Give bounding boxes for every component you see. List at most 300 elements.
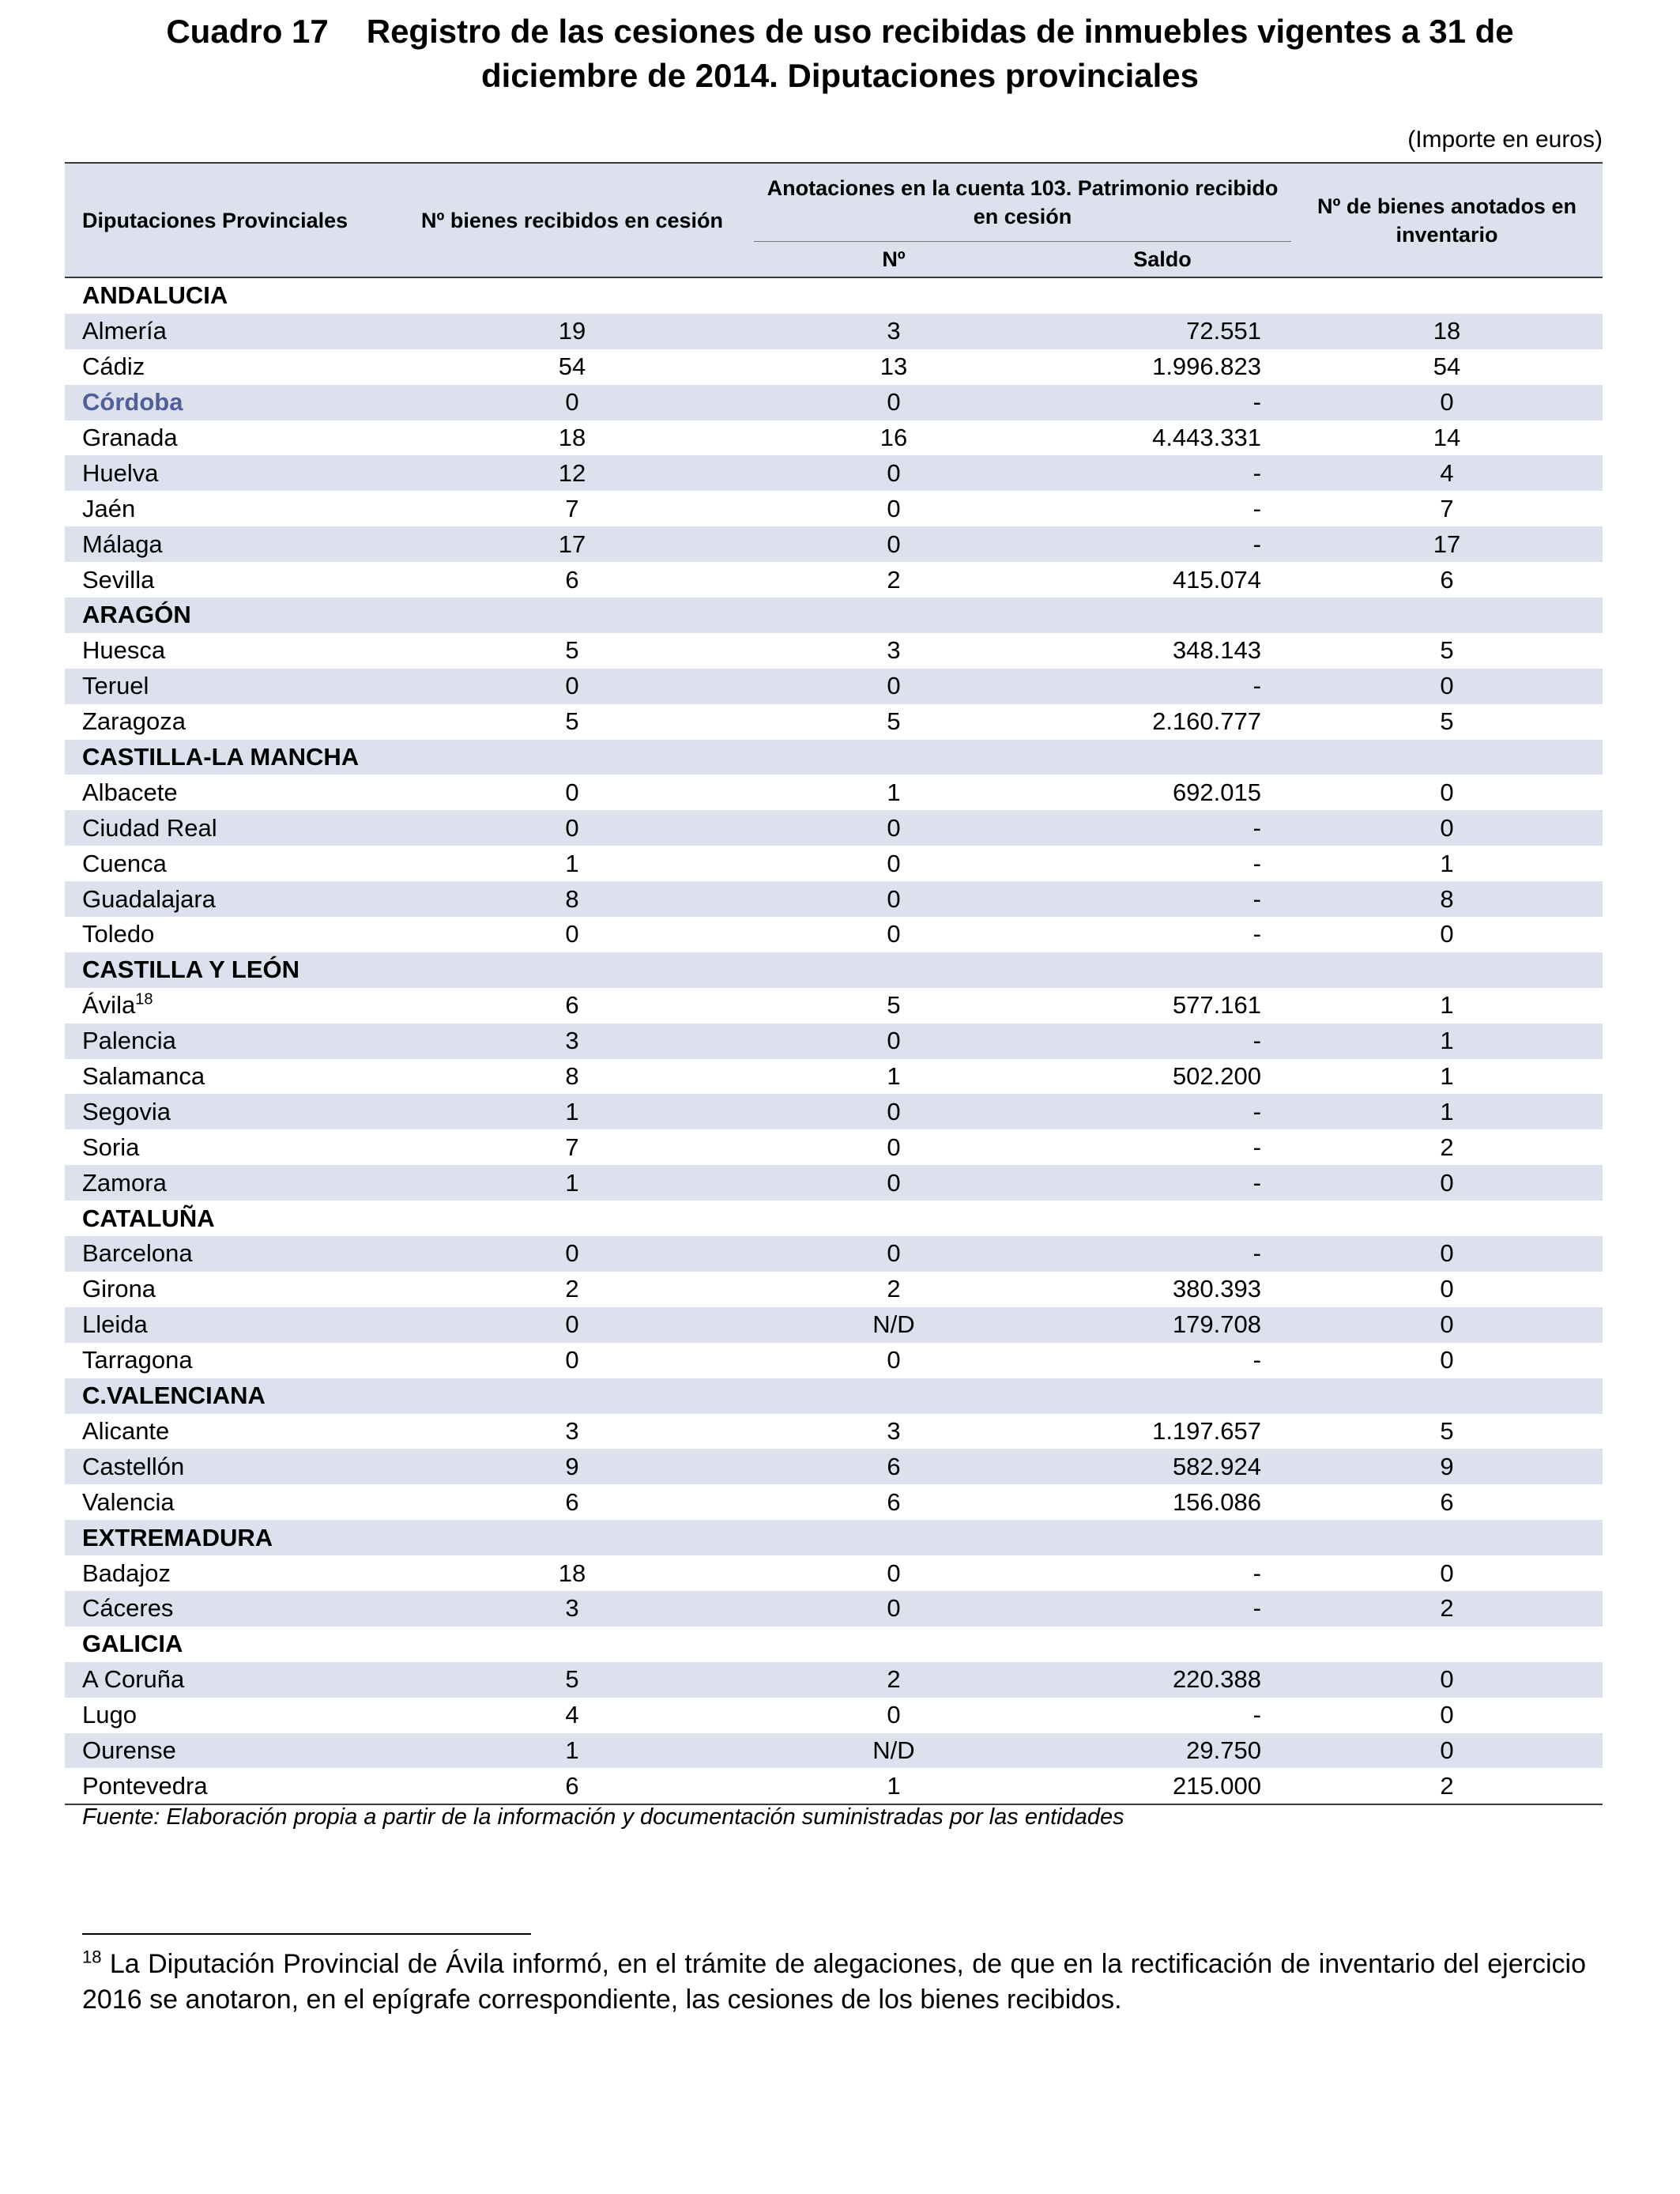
- saldo-cell: -: [1252, 1346, 1261, 1374]
- province-cell: [65, 775, 390, 810]
- anotaciones-num-cell: 0: [887, 1701, 901, 1729]
- province-cell: [65, 1165, 390, 1201]
- inventario-cell: 0: [1291, 669, 1603, 704]
- province-name: Almería: [82, 317, 167, 345]
- province-name: Segovia: [82, 1097, 171, 1125]
- table-row: [65, 1768, 1603, 1804]
- anotaciones-num-cell: 0: [754, 1023, 1034, 1059]
- empty-cell: [390, 598, 754, 633]
- empty-cell: [1291, 598, 1603, 633]
- recibidos-cell: 2: [565, 1275, 579, 1303]
- province-name: Ávila: [82, 991, 136, 1020]
- table-row: [65, 1343, 1603, 1378]
- empty-cell: [1291, 740, 1603, 775]
- inventario-cell: 0: [1440, 1559, 1454, 1587]
- recibidos-cell: 0: [565, 1346, 579, 1374]
- empty-cell: [1034, 1201, 1291, 1236]
- table-row: [65, 1307, 1603, 1343]
- table-header: [65, 163, 1603, 277]
- province-name: Palencia: [82, 1027, 176, 1055]
- anotaciones-num-cell: 0: [754, 810, 1034, 846]
- province-cell: [65, 562, 390, 598]
- footnote-divider: [82, 1933, 531, 1935]
- table-row: [65, 1236, 1603, 1272]
- table-row: [65, 1023, 1603, 1059]
- recibidos-cell: 1: [390, 1165, 754, 1201]
- empty-cell: [1291, 1378, 1603, 1414]
- empty-cell: [390, 1378, 754, 1414]
- region-name: CASTILLA-LA MANCHA: [65, 740, 390, 775]
- table-row: [65, 988, 1603, 1023]
- recibidos-cell: 18: [558, 424, 586, 451]
- region-name: CATALUÑA: [82, 1204, 215, 1232]
- anotaciones-num-cell: 0: [887, 1133, 901, 1161]
- province-name: Jaén: [82, 494, 136, 522]
- table-row: [65, 349, 1603, 385]
- province-cell: [65, 704, 390, 740]
- saldo-cell: 1.996.823: [1152, 352, 1261, 381]
- title-line-2: diciembre de 2014. Diputaciones provinciales: [480, 57, 1200, 94]
- saldo-cell: -: [1034, 1591, 1291, 1627]
- inventario-cell: 0: [1291, 1307, 1603, 1343]
- anotaciones-num-cell: 0: [887, 849, 901, 877]
- empty-cell: [390, 740, 754, 775]
- table-row: [65, 881, 1603, 917]
- saldo-cell: 156.086: [1172, 1487, 1261, 1516]
- table-row: [65, 633, 1603, 669]
- region-row: [65, 740, 1603, 775]
- saldo-cell: 582.924: [1034, 1449, 1291, 1484]
- saldo-cell: 415.074: [1172, 565, 1261, 594]
- province-cell: [65, 1059, 390, 1095]
- anotaciones-num-cell: 0: [887, 494, 901, 522]
- anotaciones-num-cell: 3: [887, 1416, 901, 1445]
- empty-cell: [390, 277, 754, 314]
- empty-cell: [754, 277, 1034, 314]
- region-name: GALICIA: [82, 1630, 183, 1658]
- saldo-cell: -: [1252, 1133, 1261, 1161]
- province-name: Tarragona: [82, 1346, 193, 1374]
- anotaciones-num-cell: 0: [754, 455, 1034, 491]
- province-name: Valencia: [82, 1487, 175, 1516]
- province-name: Ciudad Real: [82, 813, 217, 842]
- province-cell: [65, 917, 390, 952]
- province-name: Pontevedra: [82, 1771, 208, 1800]
- region-name: CASTILLA Y LEÓN: [65, 952, 390, 988]
- table-row: [65, 917, 1603, 952]
- province-cell: [65, 1698, 390, 1733]
- province-name: Badajoz: [82, 1559, 171, 1587]
- saldo-cell: -: [1252, 494, 1261, 522]
- inventario-cell: 1: [1440, 849, 1454, 877]
- recibidos-cell: 6: [565, 991, 579, 1020]
- anotaciones-num-cell: N/D: [754, 1307, 1034, 1343]
- anotaciones-num-cell: 0: [754, 881, 1034, 917]
- inventario-cell: 2: [1291, 1591, 1603, 1627]
- inventario-cell: 5: [1440, 1416, 1454, 1445]
- region-row: [65, 598, 1603, 633]
- anotaciones-num-cell: N/D: [754, 1733, 1034, 1769]
- recibidos-cell: 0: [390, 1307, 754, 1343]
- province-cell: [65, 1414, 390, 1449]
- recibidos-cell: 1: [390, 1094, 754, 1129]
- inventario-cell: 5: [1440, 636, 1454, 665]
- province-name: Albacete: [82, 778, 178, 806]
- province-cell: [65, 1484, 390, 1520]
- source-note: Fuente: Elaboración propia a partir de la información y documentación suministradas por las entidades: [82, 1804, 1124, 1830]
- saldo-cell: -: [1034, 1165, 1291, 1201]
- title-line-1: Registro de las cesiones de uso recibidas de inmuebles vigentes a 31 de: [366, 13, 1514, 50]
- region-name: EXTREMADURA: [65, 1520, 390, 1555]
- province-name: Málaga: [82, 530, 163, 558]
- table-row: [65, 1272, 1603, 1307]
- anotaciones-num-cell: 0: [754, 1591, 1034, 1627]
- anotaciones-num-cell: 0: [754, 1236, 1034, 1272]
- saldo-cell: -: [1252, 1701, 1261, 1729]
- table-row: [65, 385, 1603, 420]
- province-name: Lugo: [82, 1701, 137, 1729]
- region-row: [65, 1201, 1603, 1236]
- inventario-cell: 14: [1433, 424, 1461, 451]
- province-name: Huesca: [82, 636, 166, 665]
- table-title: [79, 9, 1601, 98]
- province-name: A Coruña: [82, 1665, 185, 1694]
- saldo-cell: 692.015: [1172, 778, 1261, 806]
- table-row: [65, 669, 1603, 704]
- saldo-cell: -: [1034, 1236, 1291, 1272]
- province-cell: [65, 420, 390, 456]
- table-row: [65, 846, 1603, 881]
- recibidos-cell: 18: [558, 1559, 586, 1587]
- saldo-cell: -: [1252, 920, 1261, 948]
- inventario-cell: 1: [1440, 991, 1454, 1020]
- saldo-cell: 72.551: [1034, 314, 1291, 349]
- province-cell: [65, 1449, 390, 1484]
- anotaciones-num-cell: 0: [887, 920, 901, 948]
- anotaciones-num-cell: 3: [754, 314, 1034, 349]
- anotaciones-num-cell: 0: [754, 669, 1034, 704]
- anotaciones-num-cell: 2: [887, 565, 901, 594]
- recibidos-cell: 54: [558, 352, 586, 381]
- empty-cell: [1034, 598, 1291, 633]
- province-cell: [65, 1662, 390, 1698]
- anotaciones-num-cell: 0: [754, 526, 1034, 562]
- recibidos-cell: 9: [390, 1449, 754, 1484]
- region-name: ANDALUCIA: [82, 281, 228, 310]
- province-name: Cuenca: [82, 849, 167, 877]
- anotaciones-num-cell: 1: [887, 1062, 901, 1091]
- anotaciones-num-cell: 1: [754, 1768, 1034, 1804]
- saldo-cell: 348.143: [1172, 636, 1261, 665]
- saldo-cell: 29.750: [1034, 1733, 1291, 1769]
- footnote-ref: 18: [135, 990, 153, 1008]
- empty-cell: [1291, 277, 1603, 314]
- anotaciones-num-cell: 6: [887, 1487, 901, 1516]
- recibidos-cell: 12: [390, 455, 754, 491]
- inventario-cell: 0: [1440, 778, 1454, 806]
- province-name: Zaragoza: [82, 707, 186, 736]
- table-row: [65, 704, 1603, 740]
- table-row: [65, 810, 1603, 846]
- province-name: Granada: [82, 424, 178, 451]
- province-name: Cáceres: [82, 1594, 174, 1623]
- empty-cell: [1034, 1378, 1291, 1414]
- anotaciones-num-cell: 0: [754, 1165, 1034, 1201]
- inventario-cell: 0: [1291, 385, 1603, 420]
- inventario-cell: 2: [1291, 1768, 1603, 1804]
- recibidos-cell: 0: [390, 1236, 754, 1272]
- inventario-cell: 0: [1291, 810, 1603, 846]
- province-name: Toledo: [82, 920, 155, 948]
- empty-cell: [754, 952, 1034, 988]
- recibidos-cell: 3: [390, 1591, 754, 1627]
- table-row: [65, 1165, 1603, 1201]
- table-row: [65, 1698, 1603, 1733]
- empty-cell: [1291, 952, 1603, 988]
- table-row: [65, 1733, 1603, 1769]
- region-row: [65, 1627, 1603, 1662]
- empty-cell: [754, 740, 1034, 775]
- empty-cell: [1034, 277, 1291, 314]
- inventario-cell: 54: [1433, 352, 1461, 381]
- province-name: Córdoba: [82, 388, 183, 417]
- empty-cell: [754, 1520, 1034, 1555]
- table-row: [65, 1484, 1603, 1520]
- saldo-cell: 179.708: [1034, 1307, 1291, 1343]
- province-cell: [65, 1555, 390, 1591]
- saldo-cell: 215.000: [1034, 1768, 1291, 1804]
- province-name: Barcelona: [82, 1239, 193, 1268]
- province-cell: [65, 1733, 390, 1769]
- inventario-cell: 17: [1291, 526, 1603, 562]
- table-row: [65, 526, 1603, 562]
- anotaciones-num-cell: 3: [887, 636, 901, 665]
- anotaciones-num-cell: 13: [880, 352, 908, 381]
- province-name: Girona: [82, 1275, 156, 1303]
- recibidos-cell: 8: [565, 1062, 579, 1091]
- inventario-cell: 6: [1440, 565, 1454, 594]
- table-row: [65, 491, 1603, 526]
- region-name: C.VALENCIANA: [65, 1378, 390, 1414]
- footnote: [82, 1947, 1586, 2018]
- recibidos-cell: 19: [390, 314, 754, 349]
- inventario-cell: 9: [1291, 1449, 1603, 1484]
- header-numero: Nº: [754, 242, 1034, 278]
- recibidos-cell: 3: [565, 1416, 579, 1445]
- table-row: [65, 775, 1603, 810]
- recibidos-cell: 0: [565, 778, 579, 806]
- saldo-cell: -: [1034, 385, 1291, 420]
- anotaciones-num-cell: 0: [887, 1346, 901, 1374]
- empty-cell: [754, 1378, 1034, 1414]
- inventario-cell: 18: [1291, 314, 1603, 349]
- saldo-cell: -: [1034, 810, 1291, 846]
- empty-cell: [754, 1201, 1034, 1236]
- inventario-cell: 6: [1440, 1487, 1454, 1516]
- header-provincia: Diputaciones Provinciales: [65, 163, 390, 277]
- recibidos-cell: 0: [390, 669, 754, 704]
- province-name: Zamora: [82, 1168, 167, 1197]
- recibidos-cell: 3: [390, 1023, 754, 1059]
- table-row: [65, 1591, 1603, 1627]
- table-body: [65, 277, 1603, 1804]
- region-row: [65, 952, 1603, 988]
- recibidos-cell: 6: [565, 1487, 579, 1516]
- province-cell: [65, 1023, 390, 1059]
- empty-cell: [390, 952, 754, 988]
- empty-cell: [1034, 952, 1291, 988]
- recibidos-cell: 0: [390, 810, 754, 846]
- saldo-cell: -: [1252, 1559, 1261, 1587]
- recibidos-cell: 7: [565, 494, 579, 522]
- province-cell: [65, 881, 390, 917]
- recibidos-cell: 0: [390, 385, 754, 420]
- province-cell: [65, 1236, 390, 1272]
- anotaciones-num-cell: 2: [754, 1662, 1034, 1698]
- empty-cell: [1291, 1627, 1603, 1662]
- table-row: [65, 1662, 1603, 1698]
- province-cell: [65, 1272, 390, 1307]
- recibidos-cell: 7: [565, 1133, 579, 1161]
- empty-cell: [1034, 740, 1291, 775]
- unit-note: (Importe en euros): [1407, 126, 1603, 153]
- province-cell: [65, 1307, 390, 1343]
- inventario-cell: 7: [1440, 494, 1454, 522]
- empty-cell: [390, 1201, 754, 1236]
- recibidos-cell: 6: [390, 1768, 754, 1804]
- saldo-cell: -: [1034, 1023, 1291, 1059]
- footnote-text: La Diputación Provincial de Ávila informó, en el trámite de alegaciones, de que en la rectificación de inventario del ejercicio 2016 se anotaron, en el epígrafe correspondiente, las cesiones de los bienes recibidos.: [82, 1949, 1586, 2015]
- inventario-cell: 1: [1440, 1062, 1454, 1091]
- province-name: Huelva: [82, 458, 159, 487]
- recibidos-cell: 5: [565, 707, 579, 736]
- inventario-cell: 2: [1440, 1133, 1454, 1161]
- saldo-cell: 1.197.657: [1152, 1416, 1261, 1445]
- saldo-cell: 220.388: [1034, 1662, 1291, 1698]
- header-saldo: Saldo: [1034, 242, 1291, 278]
- province-name: Castellón: [82, 1452, 185, 1480]
- empty-cell: [1291, 1201, 1603, 1236]
- saldo-cell: 2.160.777: [1152, 707, 1261, 736]
- saldo-cell: -: [1252, 849, 1261, 877]
- saldo-cell: 577.161: [1172, 991, 1261, 1020]
- saldo-cell: -: [1034, 881, 1291, 917]
- province-cell: [65, 385, 390, 420]
- province-cell: [65, 846, 390, 881]
- recibidos-cell: 5: [390, 1662, 754, 1698]
- inventario-cell: 0: [1291, 1662, 1603, 1698]
- header-anotaciones: Anotaciones en la cuenta 103. Patrimonio recibido en cesión: [754, 163, 1291, 242]
- province-name: Sevilla: [82, 565, 155, 594]
- table-row: [65, 1059, 1603, 1095]
- province-cell: [65, 1343, 390, 1378]
- province-cell: [65, 1129, 390, 1165]
- anotaciones-num-cell: 0: [887, 1559, 901, 1587]
- anotaciones-num-cell: 5: [887, 991, 901, 1020]
- footnote-number: 18: [82, 1947, 102, 1967]
- inventario-cell: 0: [1440, 1275, 1454, 1303]
- inventario-cell: 0: [1291, 1165, 1603, 1201]
- table-row: [65, 314, 1603, 349]
- province-cell: [65, 1768, 390, 1804]
- saldo-cell: -: [1034, 669, 1291, 704]
- table-row: [65, 455, 1603, 491]
- province-cell: [65, 491, 390, 526]
- saldo-cell: -: [1034, 526, 1291, 562]
- province-cell: [65, 669, 390, 704]
- header-inventario: Nº de bienes anotados en inventario: [1291, 163, 1603, 277]
- province-name: Salamanca: [82, 1062, 205, 1091]
- table-number: Cuadro 17: [166, 13, 329, 50]
- province-name: Ourense: [82, 1736, 176, 1764]
- anotaciones-num-cell: 0: [754, 1094, 1034, 1129]
- inventario-cell: 0: [1440, 1346, 1454, 1374]
- province-cell: [65, 314, 390, 349]
- province-cell: [65, 455, 390, 491]
- inventario-cell: 8: [1291, 881, 1603, 917]
- inventario-cell: 5: [1440, 707, 1454, 736]
- table-row: [65, 420, 1603, 456]
- province-name: Soria: [82, 1133, 140, 1161]
- province-name: Alicante: [82, 1416, 170, 1445]
- anotaciones-num-cell: 5: [887, 707, 901, 736]
- anotaciones-num-cell: 2: [887, 1275, 901, 1303]
- empty-cell: [754, 598, 1034, 633]
- province-name: Lleida: [82, 1310, 148, 1339]
- table-row: [65, 562, 1603, 598]
- inventario-cell: 0: [1440, 920, 1454, 948]
- empty-cell: [1034, 1627, 1291, 1662]
- province-name: Cádiz: [82, 352, 145, 381]
- recibidos-cell: 5: [565, 636, 579, 665]
- region-name: ARAGÓN: [65, 598, 390, 633]
- saldo-cell: -: [1034, 455, 1291, 491]
- empty-cell: [754, 1627, 1034, 1662]
- saldo-cell: 380.393: [1172, 1275, 1261, 1303]
- recibidos-cell: 8: [390, 881, 754, 917]
- table-row: [65, 1129, 1603, 1165]
- recibidos-cell: 4: [565, 1701, 579, 1729]
- table-row: [65, 1555, 1603, 1591]
- table-row: [65, 1449, 1603, 1484]
- inventario-cell: 0: [1440, 1701, 1454, 1729]
- table-row: [65, 1094, 1603, 1129]
- table-row: [65, 1414, 1603, 1449]
- region-row: [65, 1520, 1603, 1555]
- province-cell: [65, 1591, 390, 1627]
- data-table: [65, 162, 1603, 1805]
- recibidos-cell: 1: [565, 849, 579, 877]
- province-cell: [65, 988, 390, 1023]
- empty-cell: [1034, 1520, 1291, 1555]
- region-row: [65, 277, 1603, 314]
- province-cell: [65, 526, 390, 562]
- saldo-cell: -: [1034, 1094, 1291, 1129]
- recibidos-cell: 1: [390, 1733, 754, 1769]
- inventario-cell: 0: [1291, 1236, 1603, 1272]
- empty-cell: [390, 1627, 754, 1662]
- province-cell: [65, 1094, 390, 1129]
- region-row: [65, 1378, 1603, 1414]
- province-cell: [65, 633, 390, 669]
- recibidos-cell: 0: [565, 920, 579, 948]
- province-name: Teruel: [82, 672, 149, 700]
- inventario-cell: 0: [1291, 1733, 1603, 1769]
- anotaciones-num-cell: 6: [754, 1449, 1034, 1484]
- empty-cell: [390, 1520, 754, 1555]
- saldo-cell: 4.443.331: [1152, 424, 1261, 451]
- province-cell: [65, 349, 390, 385]
